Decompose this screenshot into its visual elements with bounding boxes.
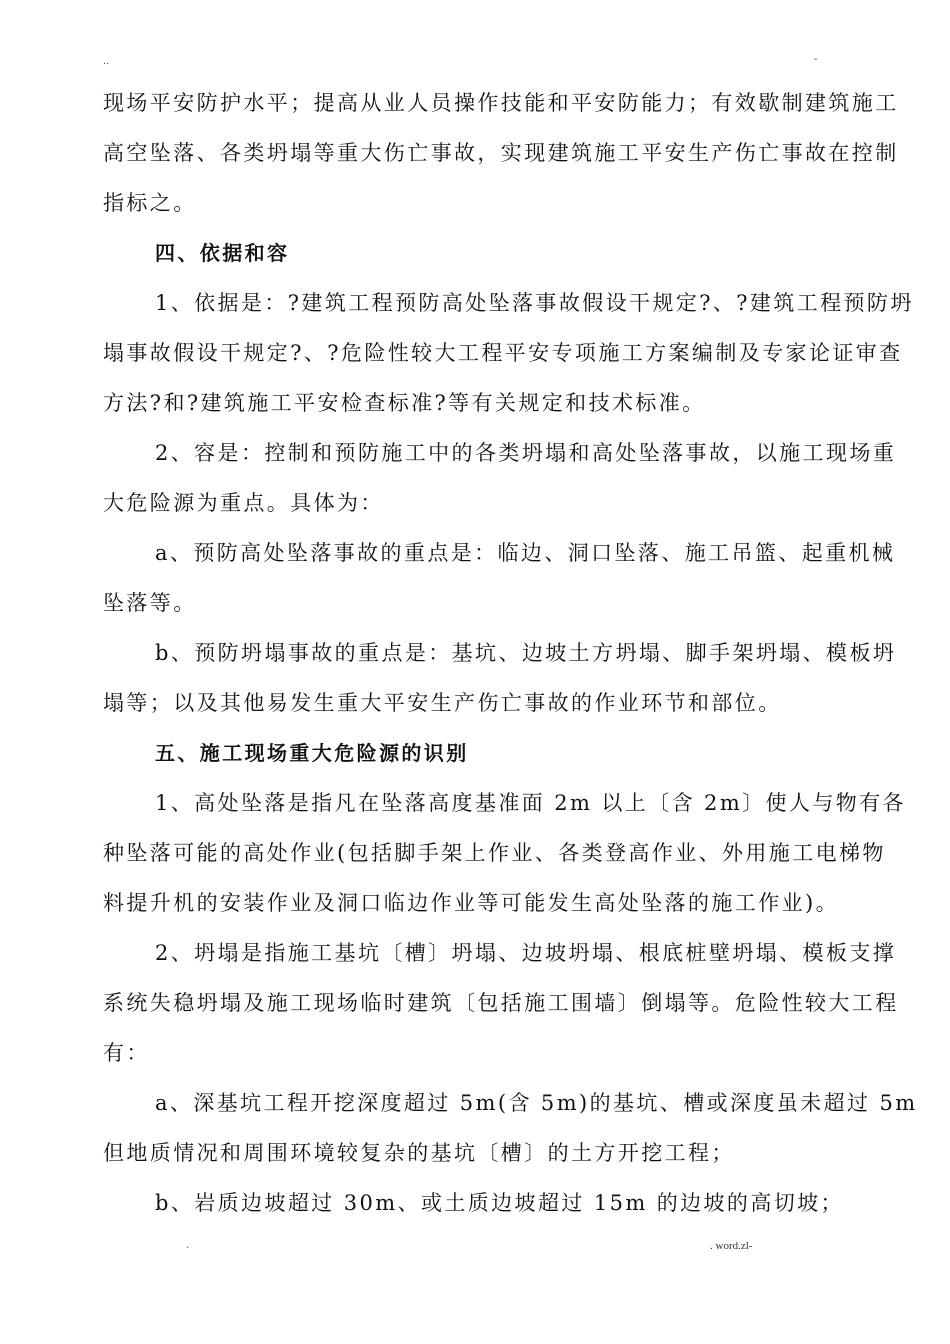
section-heading-5: 五、施工现场重大危险源的识别 [155,741,469,765]
footer-left-mark: . [186,1240,190,1251]
paragraph-line: 现场平安防护水平；提高从业人员操作技能和平安防能力；有效歇制建筑施工 [103,91,899,115]
paragraph-line: 指标之。 [103,191,197,215]
paragraph-line: 2、容是：控制和预防施工中的各类坍塌和高处坠落事故，以施工现场重 [155,441,897,465]
paragraph-line: b、岩质边坡超过 30m、或土质边坡超过 15m 的边坡的高切坡； [155,1191,844,1215]
paragraph-line: 1、依据是：?建筑工程预防高处坠落事故假设干规定?、?建筑工程预防坍 [155,291,914,315]
footer-source-text: . word.zl- [710,1240,753,1252]
document-body [103,78,918,1228]
paragraph-line: 料提升机的安装作业及洞口临边作业等可能发生高处坠落的施工作业)。 [103,891,839,915]
section-heading-4: 四、依据和容 [155,241,290,265]
paragraph-line: 1、高处坠落是指凡在坠落高度基准面 2m 以上〔含 2m〕使人与物有各 [155,791,906,815]
paragraph-line: 大危险源为重点。具体为： [103,491,384,515]
paragraph-line: 系统失稳坍塌及施工现场临时建筑〔包括施工围墙〕倒塌等。危险性较大工程 [103,991,899,1015]
paragraph-line: 坠落等。 [103,591,197,615]
paragraph-line: a、深基坑工程开挖深度超过 5m(含 5m)的基坑、槽或深度虽未超过 5m [155,1091,918,1115]
paragraph-line: 2、坍塌是指施工基坑〔槽〕坍塌、边坡坍塌、根底桩壁坍塌、模板支撑 [155,941,897,965]
header-right-mark: - [814,54,818,65]
paragraph-line: 高空坠落、各类坍塌等重大伤亡事故，实现建筑施工平安生产伤亡事故在控制 [103,141,899,165]
paragraph-line: 塌等；以及其他易发生重大平安生产伤亡事故的作业环节和部位。 [103,691,782,715]
header-left-mark: .. [103,56,110,67]
paragraph-line: 但地质情况和周围环境较复杂的基坑〔槽〕的土方开挖工程； [103,1141,735,1165]
paragraph-line: b、预防坍塌事故的重点是：基坑、边坡土方坍塌、脚手架坍塌、模板坍 [155,641,897,665]
paragraph-line: 方法?和?建筑施工平安检查标准?等有关规定和技术标准。 [103,391,706,415]
paragraph-line: 塌事故假设干规定?、?危险性较大工程平安专项施工方案编制及专家论证审查 [103,341,903,365]
paragraph-line: a、预防高处坠落事故的重点是：临边、洞口坠落、施工吊篮、起重机械 [155,541,896,565]
paragraph-line: 有： [103,1041,150,1065]
paragraph-line: 种坠落可能的高处作业(包括脚手架上作业、各类登高作业、外用施工电梯物 [103,841,886,865]
